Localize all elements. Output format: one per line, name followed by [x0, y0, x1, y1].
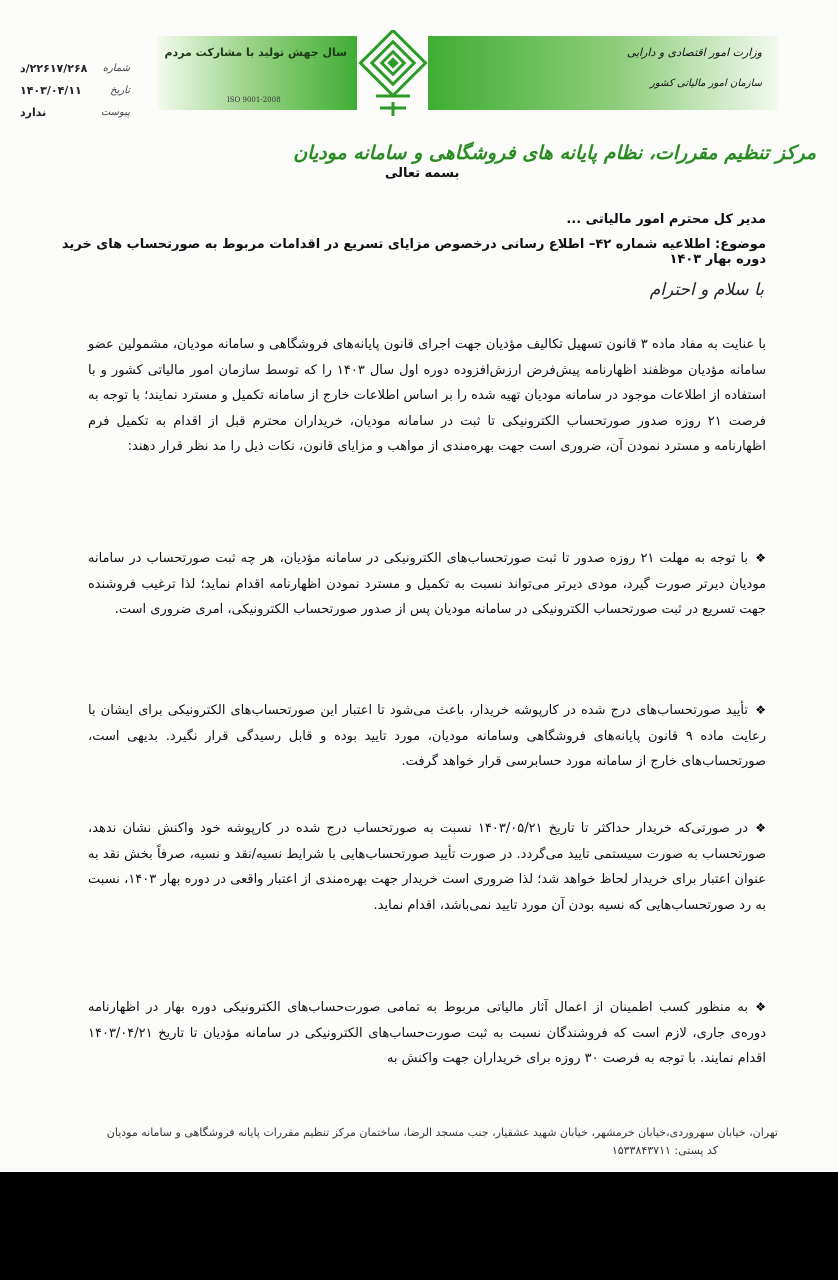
bullet-item: [88, 546, 766, 623]
bullet-diamond-icon: ❖: [755, 821, 767, 835]
letter-date: ۱۴۰۳/۰۴/۱۱: [20, 84, 82, 97]
ministry-name: وزارت امور اقتصادی و دارایی: [626, 46, 762, 59]
addressee: مدیر کل محترم امور مالیاتی ...: [566, 212, 766, 227]
letter-meta: [20, 58, 130, 124]
date-label: تاریخ: [110, 85, 130, 96]
subject-line: موضوع: اطلاعیه شماره ۴۲– اطلاع رسانی درخصوص مزایای تسریع در اقدامات مربوط به صورتحساب های خرید دوره بهار ۱۴۰۳: [61, 237, 766, 267]
bullet-text: با توجه به مهلت ۲۱ روزه صدور تا ثبت صورتحساب‌های الکترونیکی در سامانه مؤدیان، هر چه ثبت صورتحساب در سامانه مودیان دیرتر صورت گیرد، مودی دیرتر می‌تواند نسبت به تکمیل و مسترد نمودن اظهارنامه اقدام نماید؛ لذا ترغیب فروشنده جهت تسریع در ثبت صورتحساب الکترونیکی در سامانه مودیان پس از صدور صورتحساب الکترونیکی، امری ضروری است.: [88, 551, 766, 617]
letter-attachment: ندارد: [20, 106, 47, 119]
bottom-margin: [0, 1172, 838, 1280]
ministry-band: [428, 36, 778, 110]
intro-paragraph: با عنایت به مفاد ماده ۳ قانون تسهیل تکالیف مؤدیان جهت اجرای قانون پایانه‌های فروشگاهی و سامانه مودیان، مشمولین عضو سامانه مؤدیان موظفند اظهارنامه پیش‌فرض ارزش‌افزوده دوره اول سال ۱۴۰۳ را که توسط سازمان امور مالیاتی کشور و با استفاده از اطلاعات موجود در سامانه مودیان تهیه شده را بر اساس اطلاعات خارج از سامانه تکمیل و مسترد نمایند؛ با توجه به فرصت ۲۱ روزه صدور صورتحساب الکترونیکی تا ثبت در سامانه مودیان، خریداران محترم قبل از اقدام به تکمیل فرم اظهارنامه و مسترد نمودن آن، ضروری است جهت بهره‌مندی از مواهب و مزایای قانون، نکات ذیل را مد نظر قرار دهند:: [88, 337, 766, 454]
basmala: بسمه تعالی: [385, 166, 460, 181]
bullet-text: در صورتی‌که خریدار حداکثر تا تاریخ ۱۴۰۳/۰۵/۲۱ نسبت به صورتحساب درج شده در کارپوشه خود واکنش نشان ندهد، صورتحساب به صورت سیستمی تایید می‌گردد. در صورت تأیید صورتحساب‌هایی با شرایط نسیه/نقد و نسیه، صرفاً بخش نقد به عنوان اعتبار برای خریدار لحاظ خواهد شد؛ لذا ضروری است خریدار جهت بهره‌مندی از اعتبار واقعی در دوره بهار ۱۴۰۳، نسبت به رد صورتحساب‌هایی که نسیه بودن آن مورد تایید نمی‌باشد، اقدام نماید.: [88, 821, 766, 913]
year-slogan: سال جهش تولید با مشارکت مردم: [164, 46, 347, 59]
letter-number: ۲۲۶۱۷/۲۶۸/د: [20, 62, 88, 75]
bullet-text: تأیید صورتحساب‌های درج شده در کارپوشه خریدار، باعث می‌شود تا اعتبار این صورتحساب‌های الکترونیکی برای ایشان با رعایت ماده ۹ قانون پایانه‌های فروشگاهی وسامانه مودیان، مورد تایید بوده و قابل رسیدگی قرار نگیرد. بدیهی است، صورتحساب‌های خارج از سامانه مورد حسابرسی قرار خواهد گرفت.: [88, 703, 766, 769]
postal-code: کد پستی: ۱۵۳۳۸۴۳۷۱۱: [611, 1144, 718, 1157]
slogan-band: [157, 36, 357, 110]
number-label: شماره: [102, 63, 130, 74]
attachment-label: پیوست: [100, 107, 130, 118]
bullet-text: به منظور کسب اطمینان از اعمال آثار مالیاتی مربوط به تمامی صورت‌حساب‌های الکترونیکی دوره بهار در اظهارنامه دوره‌ی جاری، لازم است که فروشندگان نسبت به ثبت صورت‌حساب‌های الکترونیکی در سامانه مؤدیان تا تاریخ ۱۴۰۳/۰۴/۲۱ اقدام نمایند. با توجه به فرصت ۳۰ روزه برای خریداران جهت واکنش به: [88, 1000, 766, 1066]
iso-label: ISO 9001-2008: [227, 96, 281, 104]
bullet-diamond-icon: ❖: [755, 703, 766, 717]
bullet-item: [88, 698, 766, 775]
bullet-diamond-icon: ❖: [755, 1000, 766, 1014]
organization-name: سازمان امور مالیاتی کشور: [650, 78, 762, 89]
letterhead: [0, 22, 838, 119]
bullet-item: [88, 816, 766, 918]
address-text: تهران، خیابان سهروردی،خیابان خرمشهر، خیابان شهید عشقیار، جنب مسجد الرضا، ساختمان مرکز تنظیم مقررات پایانه فروشگاهی و سامانه مودیان: [106, 1126, 778, 1139]
footer-address: [40, 1124, 778, 1160]
center-title: مرکز تنظیم مقررات، نظام پایانه های فروشگاهی و سامانه مودیان: [293, 142, 816, 164]
bullet-item: [88, 995, 766, 1072]
tax-organization-emblem-icon: [358, 30, 428, 120]
bullet-diamond-icon: ❖: [755, 551, 766, 565]
salutation: با سلام و احترام: [649, 280, 764, 300]
